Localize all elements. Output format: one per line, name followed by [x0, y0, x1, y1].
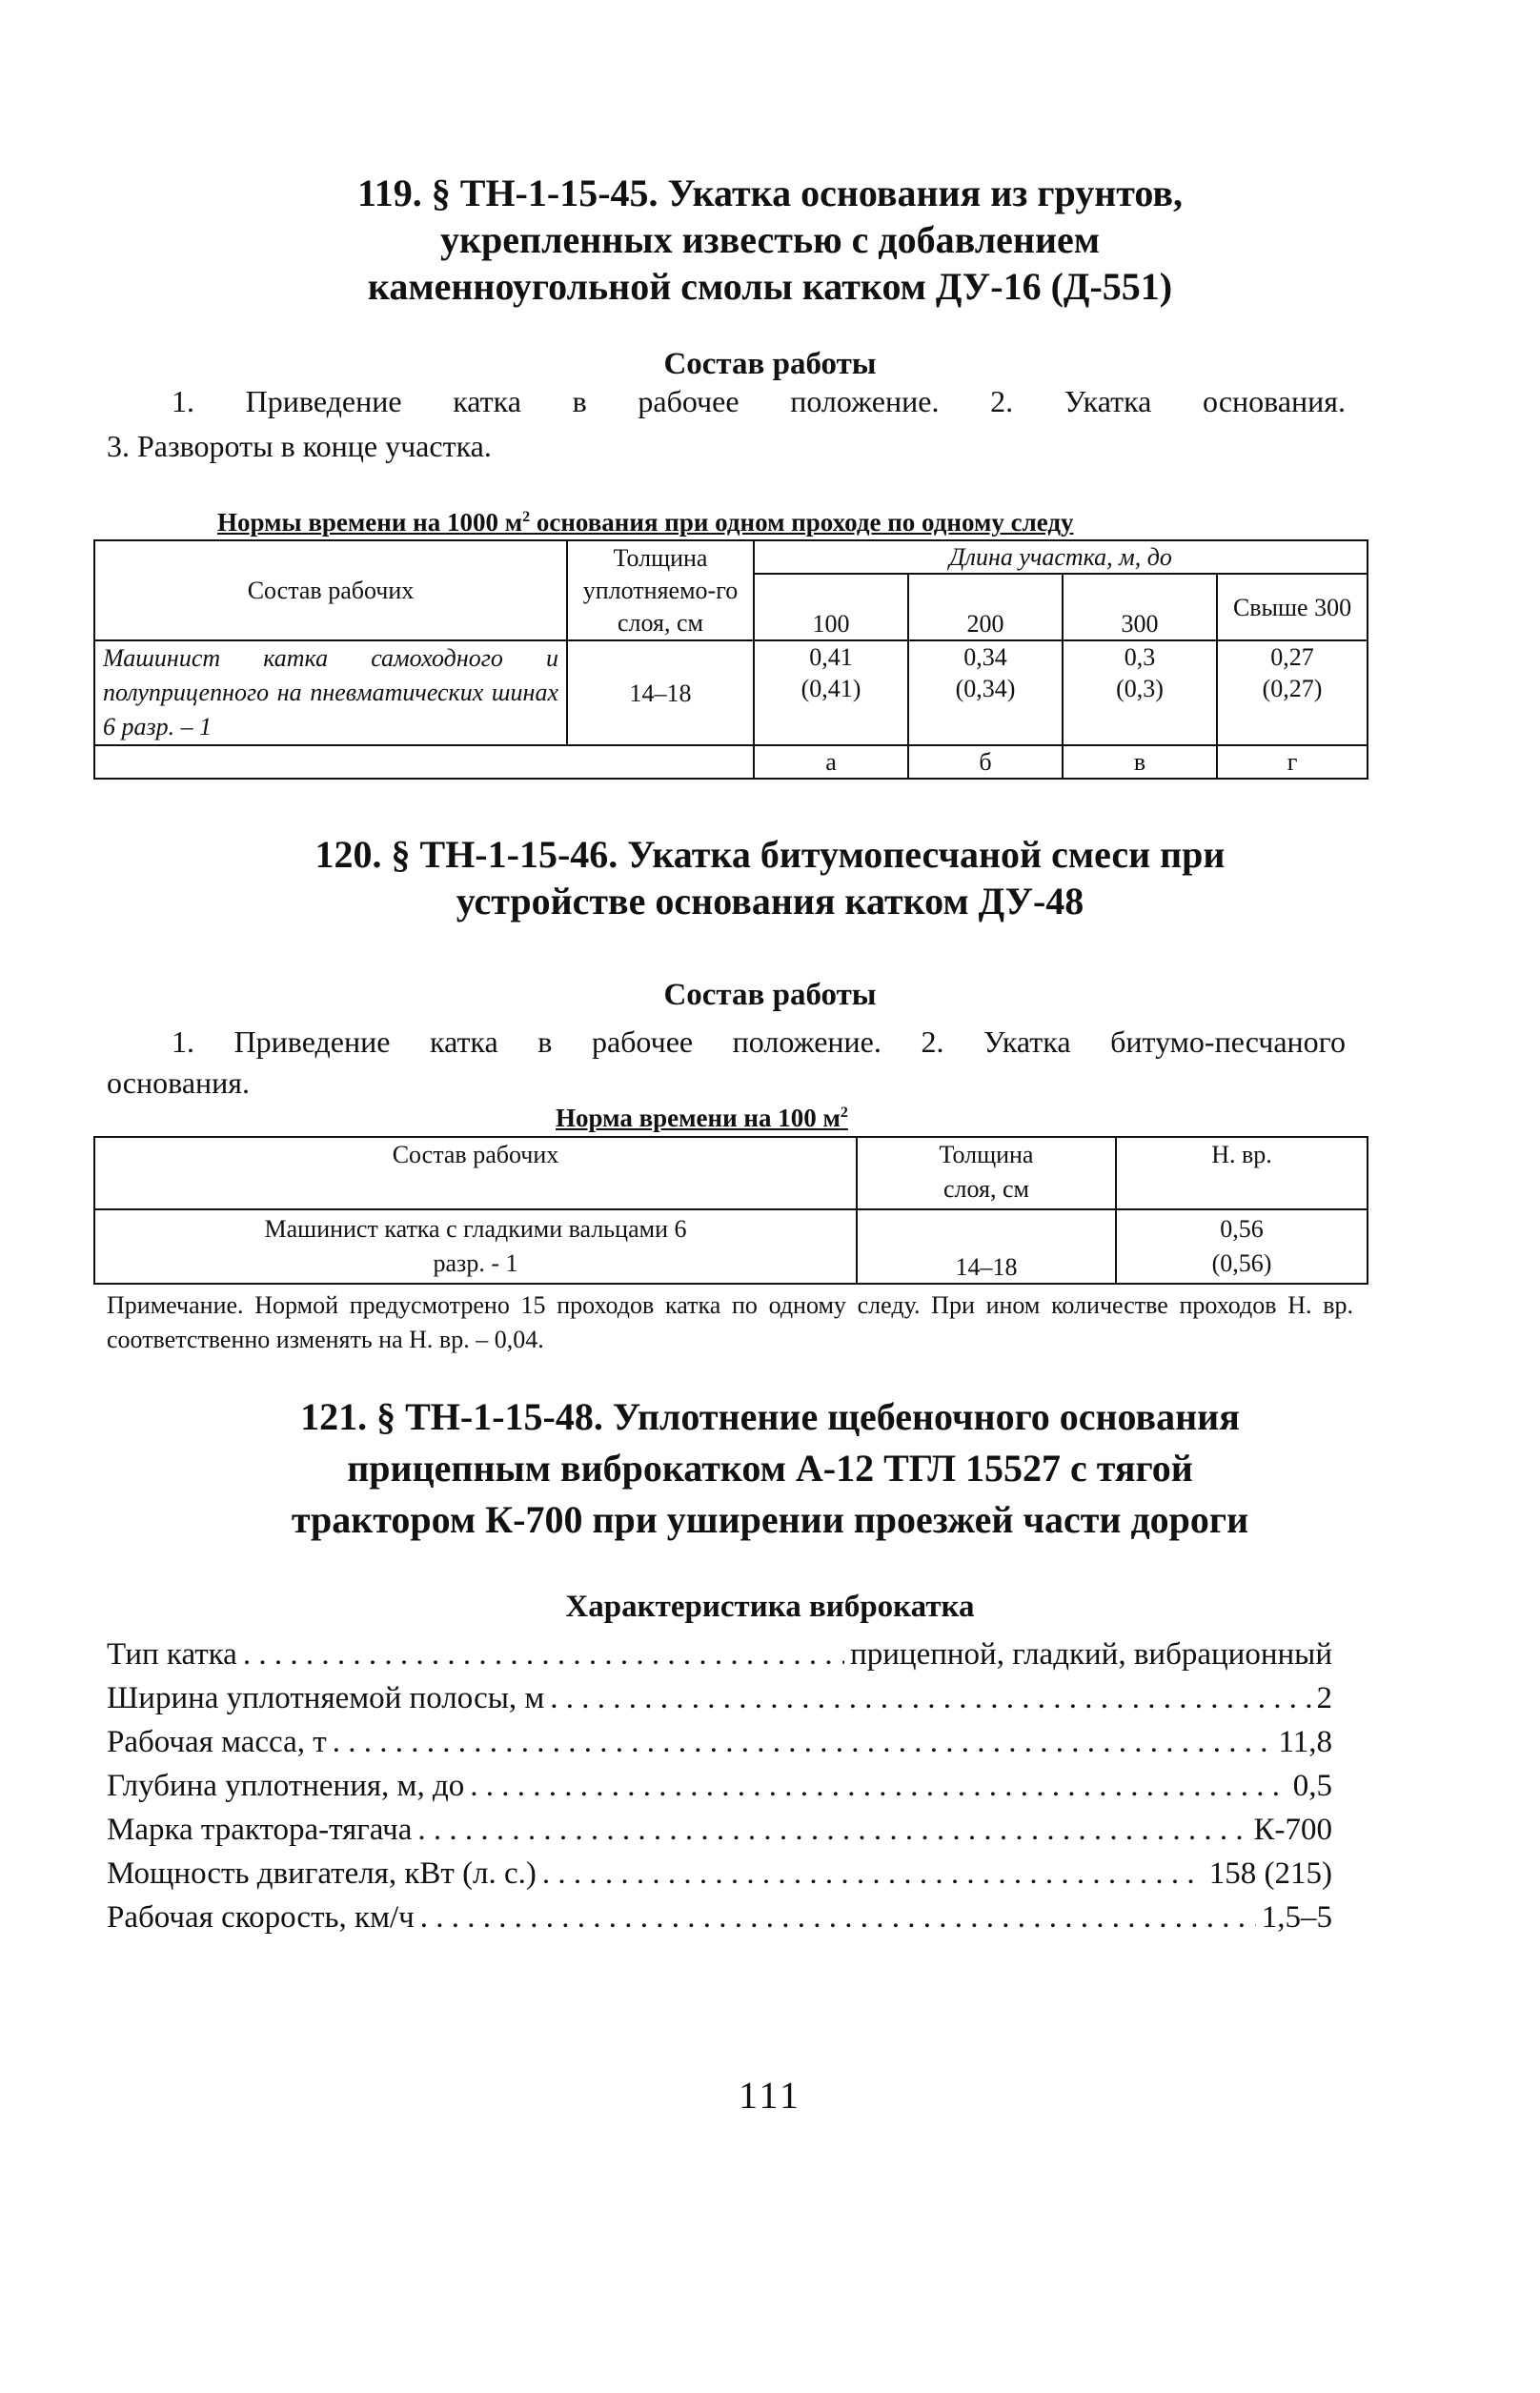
work-composition-line: 3. Развороты в конце участка.: [107, 429, 492, 463]
value-paren: (0,3): [1116, 675, 1164, 702]
caption-text: основания при одном проходе по одному следу: [530, 508, 1074, 537]
spec-value: 2: [1316, 1681, 1332, 1715]
title-line: трактором К-700 при уширении проезжей части дороги: [291, 1498, 1249, 1541]
title-line: 120. § ТН-1-15-46. Укатка битумопесчаной смеси при: [314, 833, 1226, 876]
caption-text: Нормы времени на 1000 м: [217, 508, 523, 537]
value-paren: (0,34): [955, 675, 1016, 702]
title-line: 119. § ТН-1-15-45. Укатка основания из грунтов,: [356, 172, 1184, 214]
spec-value: 158 (215): [1208, 1856, 1332, 1891]
spec-label: Глубина уплотнения, м, до: [107, 1769, 465, 1803]
column-letter: г: [1217, 745, 1368, 779]
spec-value: 1,5–5: [1261, 1900, 1332, 1935]
spec-label: Тип катка: [107, 1637, 237, 1672]
work-composition-heading: Состав работы: [663, 347, 877, 381]
caption-superscript: 2: [522, 509, 531, 525]
row-thickness: 14–18: [567, 640, 754, 745]
value-cell: [754, 640, 908, 745]
value-cell: [1116, 1209, 1368, 1284]
norms-table-119: [93, 539, 1368, 780]
row-thickness: 14–18: [857, 1209, 1116, 1284]
spec-row: [107, 1769, 1332, 1813]
spec-label: Ширина уплотняемой полосы, м: [107, 1681, 545, 1715]
header-norm: Н. вр.: [1116, 1137, 1368, 1209]
value: 0,3: [1124, 643, 1156, 671]
title-line: устройстве основания катком ДУ-48: [456, 880, 1084, 923]
header-thickness: Толщина уплотняемо-го слоя, см: [567, 540, 754, 640]
spec-label: Рабочая скорость, км/ч: [107, 1900, 415, 1935]
spec-value: К-700: [1253, 1813, 1332, 1847]
section-120-title: [0, 831, 1540, 924]
caption-superscript: 2: [840, 1105, 848, 1121]
title-line: прицепным виброкатком А-12 ТГЛ 15527 с тягой: [347, 1447, 1193, 1490]
spec-row: [107, 1637, 1332, 1681]
spec-label: Рабочая масса, т: [107, 1725, 327, 1759]
spec-row: [107, 1813, 1332, 1856]
spec-value: прицепной, гладкий, вибрационный: [850, 1637, 1332, 1672]
value-cell: [1217, 640, 1368, 745]
spec-row: [107, 1856, 1332, 1900]
value-paren: (0,27): [1262, 675, 1323, 702]
section-119-title: [0, 170, 1540, 310]
value: 0,27: [1270, 643, 1314, 671]
spec-heading: Характеристика виброкатка: [565, 1590, 975, 1624]
page-number: 111: [738, 2074, 802, 2117]
leader-dots: [420, 1900, 1256, 1936]
letters-spacer: [94, 745, 754, 779]
spec-row: [107, 1900, 1332, 1944]
value-cell: [908, 640, 1063, 745]
work-composition-line: 1. Приведение катка в рабочее положение. 2. Укатка основания.: [172, 384, 1346, 418]
work-composition-heading: Состав работы: [663, 978, 877, 1012]
caption-text: Норма времени на 100 м: [556, 1104, 841, 1132]
spec-row: [107, 1681, 1332, 1725]
work-composition-line: 1. Приведение катка в рабочее положение. 2. Укатка битумо-песчаного: [172, 1024, 1346, 1059]
value-paren: (0,56): [1211, 1249, 1272, 1277]
header-col: 300: [1063, 574, 1217, 640]
table-caption: [556, 1104, 848, 1133]
spec-label: Марка трактора-тягача: [107, 1813, 413, 1847]
spec-label: Мощность двигателя, кВт (л. с.): [107, 1856, 537, 1891]
spec-value: 0,5: [1292, 1769, 1332, 1803]
value-cell: [1063, 640, 1217, 745]
column-letter: б: [908, 745, 1063, 779]
leader-dots: [542, 1856, 1204, 1892]
section-121-title: [0, 1391, 1540, 1546]
title-line: каменноугольной смолы катком ДУ-16 (Д-551): [367, 265, 1173, 308]
header-length: Длина участка, м, до: [754, 540, 1368, 574]
value-paren: (0,41): [800, 675, 861, 702]
leader-dots: [333, 1725, 1273, 1760]
header-workers: Состав рабочих: [94, 540, 567, 640]
norm-table-120: [93, 1136, 1368, 1285]
spec-value: 11,8: [1278, 1725, 1332, 1759]
title-line: 121. § ТН-1-15-48. Уплотнение щебеночного основания: [300, 1395, 1240, 1438]
header-col: Свыше 300: [1217, 574, 1368, 640]
leader-dots: [243, 1637, 844, 1673]
table-caption: [217, 508, 1074, 537]
leader-dots: [417, 1813, 1247, 1848]
header-workers: Состав рабочих: [94, 1137, 857, 1209]
header-thickness: Толщина слоя, см: [857, 1137, 1116, 1209]
title-line: укрепленных известью с добавлением: [439, 218, 1101, 261]
header-col: 100: [754, 574, 908, 640]
value: 0,41: [809, 643, 853, 671]
leader-dots: [470, 1769, 1287, 1804]
row-workers: Машинист катка с гладкими вальцами 6 разр. - 1: [94, 1209, 857, 1284]
work-composition-line: основания.: [107, 1065, 250, 1100]
column-letter: в: [1063, 745, 1217, 779]
leader-dots: [550, 1681, 1310, 1716]
row-workers: Машинист катка самоходного и полуприцепного на пневматических шинах 6 разр. – 1: [94, 640, 567, 745]
column-letter: а: [754, 745, 908, 779]
header-col: 200: [908, 574, 1063, 640]
table-note: Примечание. Нормой предусмотрено 15 проходов катка по одному следу. При ином количестве проходов Н. вр. соответственно изменять на Н. вр. – 0,04.: [107, 1291, 1353, 1353]
value: 0,34: [963, 643, 1007, 671]
spec-row: [107, 1725, 1332, 1769]
value: 0,56: [1220, 1215, 1264, 1243]
